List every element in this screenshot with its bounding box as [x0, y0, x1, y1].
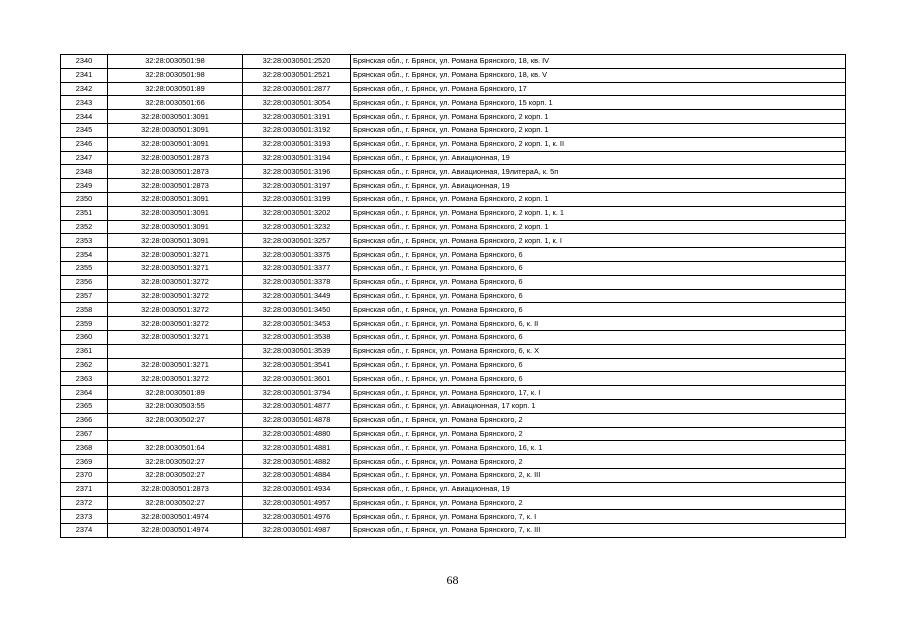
cadastral-number-cell: 32:28:0030501:2877: [243, 82, 351, 96]
row-number-cell: 2359: [61, 317, 108, 331]
table-row: [61, 275, 846, 289]
address-cell: Брянская обл., г. Брянск, ул. Романа Брянского, 6: [351, 372, 846, 386]
row-number-cell: 2360: [61, 330, 108, 344]
row-number-cell: 2364: [61, 386, 108, 400]
parent-cadastral-number-cell: 32:28:0030501:3091: [108, 110, 243, 124]
cadastral-number-cell: 32:28:0030501:2520: [243, 55, 351, 69]
parent-cadastral-number-cell: [108, 344, 243, 358]
cadastral-number-cell: 32:28:0030501:4882: [243, 455, 351, 469]
row-number-cell: 2343: [61, 96, 108, 110]
address-cell: Брянская обл., г. Брянск, ул. Романа Брянского, 2 корп. 1: [351, 192, 846, 206]
parent-cadastral-number-cell: 32:28:0030501:98: [108, 68, 243, 82]
table-row: [61, 524, 846, 538]
table-row: [61, 55, 846, 69]
cadastral-number-cell: 32:28:0030501:3232: [243, 220, 351, 234]
table-row: [61, 372, 846, 386]
row-number-cell: 2362: [61, 358, 108, 372]
parent-cadastral-number-cell: 32:28:0030501:3091: [108, 137, 243, 151]
address-cell: Брянская обл., г. Брянск, ул. Романа Брянского, 6: [351, 275, 846, 289]
table-row: [61, 206, 846, 220]
table-row: [61, 248, 846, 262]
cadastral-number-cell: 32:28:0030501:3193: [243, 137, 351, 151]
address-cell: Брянская обл., г. Брянск, ул. Романа Брянского, 6: [351, 330, 846, 344]
cadastral-number-cell: 32:28:0030501:4976: [243, 510, 351, 524]
cadastral-number-cell: 32:28:0030501:3450: [243, 303, 351, 317]
row-number-cell: 2349: [61, 179, 108, 193]
table-row: [61, 123, 846, 137]
parent-cadastral-number-cell: 32:28:0030502:27: [108, 455, 243, 469]
cadastral-number-cell: 32:28:0030501:3199: [243, 192, 351, 206]
address-cell: Брянская обл., г. Брянск, ул. Романа Брянского, 15 корп. 1: [351, 96, 846, 110]
address-cell: Брянская обл., г. Брянск, ул. Романа Брянского, 6, к. X: [351, 344, 846, 358]
cadastral-number-cell: 32:28:0030501:4934: [243, 482, 351, 496]
cadastral-number-cell: 32:28:0030501:3192: [243, 123, 351, 137]
parent-cadastral-number-cell: 32:28:0030501:3271: [108, 248, 243, 262]
address-cell: Брянская обл., г. Брянск, ул. Романа Брянского, 7, к. I: [351, 510, 846, 524]
parent-cadastral-number-cell: 32:28:0030501:3272: [108, 275, 243, 289]
parent-cadastral-number-cell: 32:28:0030501:4974: [108, 524, 243, 538]
address-cell: Брянская обл., г. Брянск, ул. Романа Брянского, 2 корп. 1: [351, 123, 846, 137]
property-registry-table: [60, 54, 846, 538]
table-body: [61, 55, 846, 538]
cadastral-number-cell: 32:28:0030501:4987: [243, 524, 351, 538]
cadastral-number-cell: 32:28:0030501:3378: [243, 275, 351, 289]
address-cell: Брянская обл., г. Брянск, ул. Романа Брянского, 7, к. III: [351, 524, 846, 538]
cadastral-number-cell: 32:28:0030501:3449: [243, 289, 351, 303]
address-cell: Брянская обл., г. Брянск, ул. Романа Брянского, 2 корп. 1, к. I: [351, 234, 846, 248]
address-cell: Брянская обл., г. Брянск, ул. Авиационная, 17 корп. 1: [351, 399, 846, 413]
row-number-cell: 2372: [61, 496, 108, 510]
row-number-cell: 2374: [61, 524, 108, 538]
address-cell: Брянская обл., г. Брянск, ул. Романа Брянского, 6: [351, 358, 846, 372]
parent-cadastral-number-cell: 32:28:0030502:27: [108, 468, 243, 482]
address-cell: Брянская обл., г. Брянск, ул. Романа Брянского, 18, кв. V: [351, 68, 846, 82]
row-number-cell: 2353: [61, 234, 108, 248]
address-cell: Брянская обл., г. Брянск, ул. Романа Брянского, 6: [351, 248, 846, 262]
parent-cadastral-number-cell: 32:28:0030501:3272: [108, 372, 243, 386]
table-row: [61, 165, 846, 179]
parent-cadastral-number-cell: 32:28:0030501:3272: [108, 303, 243, 317]
address-cell: Брянская обл., г. Брянск, ул. Романа Брянского, 6: [351, 261, 846, 275]
table-row: [61, 303, 846, 317]
address-cell: Брянская обл., г. Брянск, ул. Авиационная, 19: [351, 482, 846, 496]
table-row: [61, 468, 846, 482]
cadastral-number-cell: 32:28:0030501:3194: [243, 151, 351, 165]
cadastral-number-cell: 32:28:0030501:4878: [243, 413, 351, 427]
parent-cadastral-number-cell: 32:28:0030501:3091: [108, 123, 243, 137]
table-row: [61, 82, 846, 96]
parent-cadastral-number-cell: 32:28:0030501:4974: [108, 510, 243, 524]
table-row: [61, 289, 846, 303]
parent-cadastral-number-cell: 32:28:0030501:2873: [108, 165, 243, 179]
address-cell: Брянская обл., г. Брянск, ул. Романа Брянского, 2 корп. 1, к. II: [351, 137, 846, 151]
cadastral-number-cell: 32:28:0030501:4884: [243, 468, 351, 482]
parent-cadastral-number-cell: 32:28:0030501:89: [108, 82, 243, 96]
row-number-cell: 2342: [61, 82, 108, 96]
table-row: [61, 510, 846, 524]
row-number-cell: 2344: [61, 110, 108, 124]
table-row: [61, 220, 846, 234]
cadastral-number-cell: 32:28:0030501:3202: [243, 206, 351, 220]
row-number-cell: 2367: [61, 427, 108, 441]
parent-cadastral-number-cell: 32:28:0030501:3091: [108, 206, 243, 220]
parent-cadastral-number-cell: 32:28:0030501:66: [108, 96, 243, 110]
row-number-cell: 2351: [61, 206, 108, 220]
address-cell: Брянская обл., г. Брянск, ул. Авиационная, 19литераА, к. 5п: [351, 165, 846, 179]
address-cell: Брянская обл., г. Брянск, ул. Романа Брянского, 2 корп. 1, к. 1: [351, 206, 846, 220]
cadastral-number-cell: 32:28:0030501:3539: [243, 344, 351, 358]
table-row: [61, 455, 846, 469]
table-row: [61, 496, 846, 510]
address-cell: Брянская обл., г. Брянск, ул. Романа Брянского, 2: [351, 413, 846, 427]
address-cell: Брянская обл., г. Брянск, ул. Авиационная, 19: [351, 151, 846, 165]
row-number-cell: 2373: [61, 510, 108, 524]
cadastral-number-cell: 32:28:0030501:4877: [243, 399, 351, 413]
cadastral-number-cell: 32:28:0030501:3196: [243, 165, 351, 179]
parent-cadastral-number-cell: 32:28:0030501:2873: [108, 179, 243, 193]
table-row: [61, 358, 846, 372]
cadastral-number-cell: 32:28:0030501:3191: [243, 110, 351, 124]
row-number-cell: 2356: [61, 275, 108, 289]
address-cell: Брянская обл., г. Брянск, ул. Романа Брянского, 16, к. 1: [351, 441, 846, 455]
cadastral-number-cell: 32:28:0030501:3377: [243, 261, 351, 275]
parent-cadastral-number-cell: 32:28:0030501:3272: [108, 289, 243, 303]
parent-cadastral-number-cell: 32:28:0030501:2873: [108, 482, 243, 496]
address-cell: Брянская обл., г. Брянск, ул. Романа Брянского, 2: [351, 427, 846, 441]
parent-cadastral-number-cell: 32:28:0030501:3091: [108, 192, 243, 206]
cadastral-number-cell: 32:28:0030501:3197: [243, 179, 351, 193]
row-number-cell: 2361: [61, 344, 108, 358]
address-cell: Брянская обл., г. Брянск, ул. Романа Брянского, 17: [351, 82, 846, 96]
row-number-cell: 2346: [61, 137, 108, 151]
cadastral-number-cell: 32:28:0030501:3538: [243, 330, 351, 344]
cadastral-number-cell: 32:28:0030501:4881: [243, 441, 351, 455]
cadastral-number-cell: 32:28:0030501:3375: [243, 248, 351, 262]
parent-cadastral-number-cell: 32:28:0030501:3271: [108, 358, 243, 372]
table-row: [61, 192, 846, 206]
table-row: [61, 441, 846, 455]
page-number: 68: [446, 573, 459, 587]
row-number-cell: 2358: [61, 303, 108, 317]
cadastral-number-cell: 32:28:0030501:3601: [243, 372, 351, 386]
parent-cadastral-number-cell: [108, 427, 243, 441]
address-cell: Брянская обл., г. Брянск, ул. Романа Брянского, 6: [351, 289, 846, 303]
table-row: [61, 317, 846, 331]
address-cell: Брянская обл., г. Брянск, ул. Авиационная, 19: [351, 179, 846, 193]
row-number-cell: 2363: [61, 372, 108, 386]
cadastral-number-cell: 32:28:0030501:3054: [243, 96, 351, 110]
parent-cadastral-number-cell: 32:28:0030501:3271: [108, 261, 243, 275]
table-row: [61, 386, 846, 400]
parent-cadastral-number-cell: 32:28:0030501:64: [108, 441, 243, 455]
table-row: [61, 137, 846, 151]
parent-cadastral-number-cell: 32:28:0030502:27: [108, 496, 243, 510]
parent-cadastral-number-cell: 32:28:0030502:27: [108, 413, 243, 427]
row-number-cell: 2355: [61, 261, 108, 275]
table-row: [61, 413, 846, 427]
table-row: [61, 330, 846, 344]
row-number-cell: 2347: [61, 151, 108, 165]
row-number-cell: 2365: [61, 399, 108, 413]
row-number-cell: 2366: [61, 413, 108, 427]
parent-cadastral-number-cell: 32:28:0030501:2873: [108, 151, 243, 165]
address-cell: Брянская обл., г. Брянск, ул. Романа Брянского, 17, к. I: [351, 386, 846, 400]
parent-cadastral-number-cell: 32:28:0030501:98: [108, 55, 243, 69]
cadastral-number-cell: 32:28:0030501:3794: [243, 386, 351, 400]
table-row: [61, 261, 846, 275]
parent-cadastral-number-cell: 32:28:0030501:3091: [108, 220, 243, 234]
address-cell: Брянская обл., г. Брянск, ул. Романа Брянского, 2, к. III: [351, 468, 846, 482]
row-number-cell: 2370: [61, 468, 108, 482]
table-row: [61, 344, 846, 358]
row-number-cell: 2350: [61, 192, 108, 206]
parent-cadastral-number-cell: 32:28:0030501:89: [108, 386, 243, 400]
table-row: [61, 482, 846, 496]
table-row: [61, 399, 846, 413]
address-cell: Брянская обл., г. Брянск, ул. Романа Брянского, 2: [351, 455, 846, 469]
parent-cadastral-number-cell: 32:28:0030501:3271: [108, 330, 243, 344]
cadastral-number-cell: 32:28:0030501:3257: [243, 234, 351, 248]
row-number-cell: 2371: [61, 482, 108, 496]
address-cell: Брянская обл., г. Брянск, ул. Романа Брянского, 6: [351, 303, 846, 317]
table-row: [61, 110, 846, 124]
table-row: [61, 68, 846, 82]
table-row: [61, 151, 846, 165]
row-number-cell: 2352: [61, 220, 108, 234]
parent-cadastral-number-cell: 32:28:0030503:55: [108, 399, 243, 413]
address-cell: Брянская обл., г. Брянск, ул. Романа Брянского, 2 корп. 1: [351, 220, 846, 234]
row-number-cell: 2354: [61, 248, 108, 262]
row-number-cell: 2348: [61, 165, 108, 179]
address-cell: Брянская обл., г. Брянск, ул. Романа Брянского, 2: [351, 496, 846, 510]
row-number-cell: 2357: [61, 289, 108, 303]
parent-cadastral-number-cell: 32:28:0030501:3272: [108, 317, 243, 331]
address-cell: Брянская обл., г. Брянск, ул. Романа Брянского, 6, к. II: [351, 317, 846, 331]
table-row: [61, 427, 846, 441]
table-row: [61, 234, 846, 248]
parent-cadastral-number-cell: 32:28:0030501:3091: [108, 234, 243, 248]
row-number-cell: 2341: [61, 68, 108, 82]
cadastral-number-cell: 32:28:0030501:3453: [243, 317, 351, 331]
table-row: [61, 96, 846, 110]
cadastral-number-cell: 32:28:0030501:4957: [243, 496, 351, 510]
cadastral-number-cell: 32:28:0030501:2521: [243, 68, 351, 82]
address-cell: Брянская обл., г. Брянск, ул. Романа Брянского, 2 корп. 1: [351, 110, 846, 124]
row-number-cell: 2340: [61, 55, 108, 69]
row-number-cell: 2368: [61, 441, 108, 455]
table-row: [61, 179, 846, 193]
row-number-cell: 2369: [61, 455, 108, 469]
cadastral-number-cell: 32:28:0030501:3541: [243, 358, 351, 372]
address-cell: Брянская обл., г. Брянск, ул. Романа Брянского, 18, кв. IV: [351, 55, 846, 69]
row-number-cell: 2345: [61, 123, 108, 137]
cadastral-number-cell: 32:28:0030501:4880: [243, 427, 351, 441]
